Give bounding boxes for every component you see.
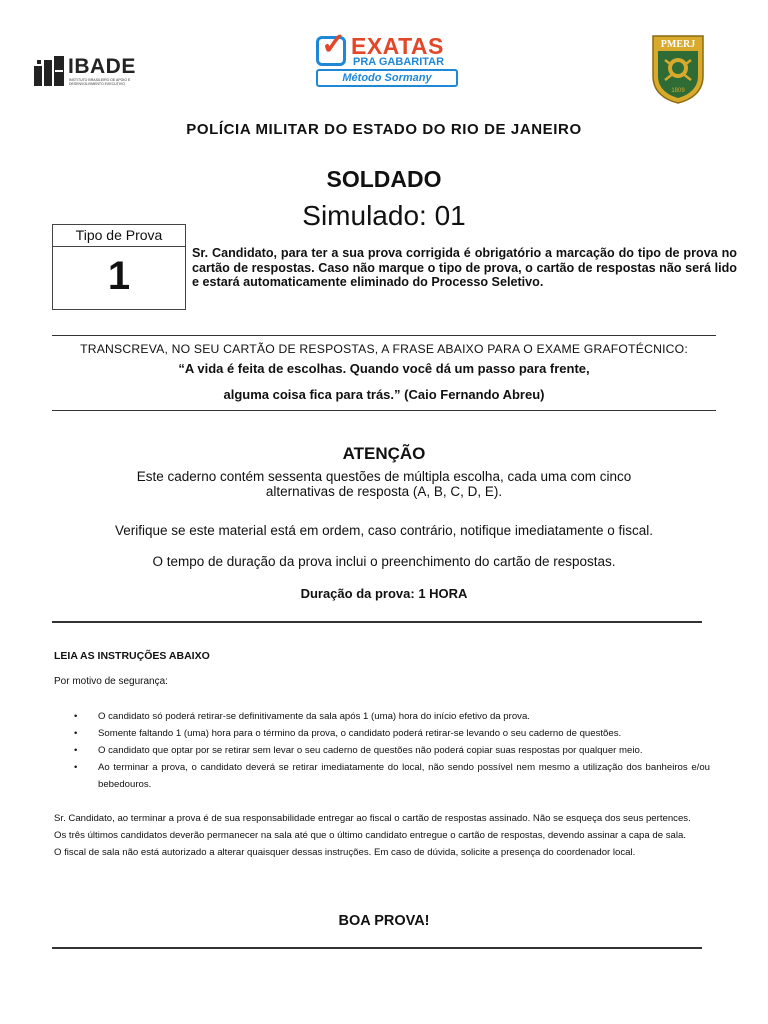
exatas-title: EXATAS (351, 33, 444, 59)
attention-title: ATENÇÃO (342, 444, 426, 463)
list-item-text: Somente faltando 1 (uma) hora para o término da prova, o candidato poderá retirar-se levando o seu caderno de questões. (98, 728, 622, 739)
list-item-text: O candidato que optar por se retirar sem levar o seu caderno de questões não poderá copiar suas respostas por qualquer meio. (98, 745, 643, 756)
attention-text (0, 469, 768, 499)
role-title: SOLDADO (326, 166, 442, 192)
time-text: O tempo de duração da prova inclui o preenchimento do cartão de respostas. (152, 554, 616, 569)
closing-text: BOA PROVA! (338, 913, 430, 929)
bullet-icon: • (74, 745, 78, 756)
divider-bottom (52, 947, 702, 949)
verify-text: Verifique se este material está em ordem, caso contrário, notifique imediatamente o fiscal. (114, 523, 654, 538)
bullet-icon: • (74, 711, 78, 722)
divider-quote (52, 410, 716, 411)
attention-line-2: alternativas de resposta (A, B, C, D, E). (265, 484, 503, 499)
quote-line-2: alguma coisa fica para trás.” (Caio Fernando Abreu) (223, 387, 545, 402)
rules-block (54, 810, 710, 861)
tipo-prova-label: Tipo de Prova (53, 225, 185, 247)
ibade-name: IBADE (68, 55, 136, 78)
ibade-mark-icon (34, 56, 64, 86)
organization-title: POLÍCIA MILITAR DO ESTADO DO RIO DE JANEIRO (186, 121, 582, 138)
duration-text: Duração da prova: 1 HORA (300, 586, 468, 601)
quote-line-1: “A vida é feita de escolhas. Quando você dá um passo para frente, (178, 361, 590, 376)
rule-paragraph: Os três últimos candidatos deverão permanecer na sala até que o último candidato entregue o cartão de respostas, devendo assinar a capa de sala. (54, 830, 686, 841)
exatas-band: Método Sormany (316, 69, 458, 87)
instructions-list (74, 708, 710, 793)
transcription-instruction: TRANSCREVA, NO SEU CARTÃO DE RESPOSTAS, A FRASE ABAIXO PARA O EXAME GRAFOTÉCNICO: (80, 342, 688, 356)
bullet-icon: • (74, 762, 78, 773)
instructions-heading: LEIA AS INSTRUÇÕES ABAIXO (54, 650, 210, 662)
checkmark-icon: ✓ (321, 28, 347, 61)
rule-paragraph: Sr. Candidato, ao terminar a prova é de sua responsabilidade entregar ao fiscal o cartão de respostas assinado. Não se esqueça dos seus pertences. (54, 813, 691, 824)
divider-top (52, 335, 716, 336)
bullet-icon: • (74, 728, 78, 739)
tipo-prova-box (52, 224, 186, 310)
pmerj-year: 1809 (671, 88, 685, 94)
list-item-text: Ao terminar a prova, o candidato deverá se retirar imediatamente do local, não sendo possível nem mesmo a utilização dos banheiros e/ou bebedouros. (98, 762, 710, 790)
simulado-title: Simulado: 01 (302, 200, 466, 231)
pmerj-label: PMERJ (660, 39, 696, 50)
tipo-prova-number: 1 (107, 254, 131, 298)
list-item (74, 742, 710, 759)
ibade-logo (34, 56, 144, 86)
list-item-text: O candidato só poderá retirar-se definitivamente da sala após 1 (uma) hora do início efetivo da prova. (98, 711, 530, 722)
candidate-notice: Sr. Candidato, para ter a sua prova corrigida é obrigatório a marcação do tipo de prova no cartão de respostas. Caso não marque o tipo de prova, o cartão de respostas não será lido e estará automaticamente eliminado do Processo Seletivo. (192, 246, 737, 289)
pmerj-shield-icon (651, 34, 705, 104)
exatas-subtitle: PRA GABARITAR (353, 56, 445, 68)
list-item (74, 759, 710, 793)
attention-line-1: Este caderno contém sessenta questões de múltipla escolha, cada uma com cinco (136, 469, 632, 484)
list-item (74, 708, 710, 725)
list-item (74, 725, 710, 742)
instructions-reason: Por motivo de segurança: (54, 676, 168, 687)
ibade-subtitle: INSTITUTO BRASILEIRO DE APOIO E DESENVOLVIMENTO EXECUTIVO (69, 78, 131, 86)
rule-paragraph: O fiscal de sala não está autorizado a alterar quaisquer dessas instruções. Em caso de dúvida, solicite a presença do coordenador local. (54, 847, 636, 858)
divider-instructions (52, 621, 702, 623)
exatas-logo (316, 28, 458, 90)
